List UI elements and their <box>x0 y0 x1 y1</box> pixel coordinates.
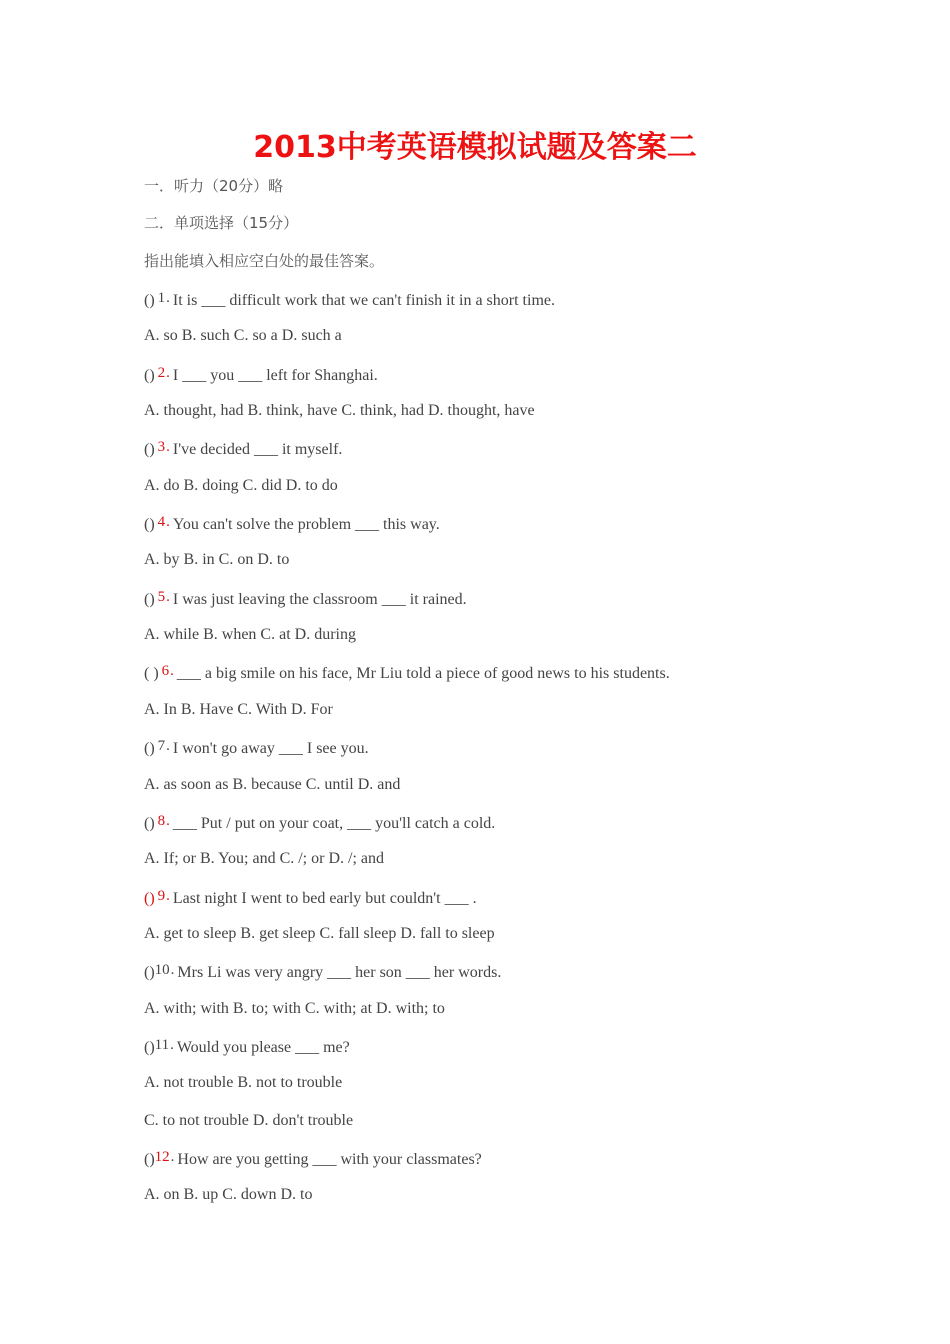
answer-blank: () <box>144 516 155 534</box>
question-11-options-ab: A. not trouble B. not to trouble <box>144 1074 343 1092</box>
answer-blank: () <box>144 814 155 832</box>
question-12-options: A. on B. up C. down D. to <box>144 1186 313 1204</box>
question-number: 1 <box>157 290 166 307</box>
answer-blank: () <box>144 366 155 384</box>
question-2-options: A. thought, had B. think, have C. think, had D. thought, have <box>144 402 535 420</box>
question-11 <box>144 1027 844 1064</box>
question-text: I've decided ___ it myself. <box>172 441 343 459</box>
question-5-options: A. while B. when C. at D. during <box>144 626 356 644</box>
question-text: I ___ you ___ left for Shanghai. <box>172 366 378 384</box>
question-dot: . <box>170 1148 175 1165</box>
question-2 <box>144 355 844 392</box>
question-dot: . <box>170 663 174 680</box>
question-dot: . <box>170 962 175 979</box>
question-5 <box>144 579 844 616</box>
question-number: 4 <box>157 514 166 531</box>
question-text: You can't solve the problem ___ this way. <box>172 516 440 534</box>
answer-blank: () <box>144 441 155 459</box>
question-8 <box>144 803 844 840</box>
question-9 <box>144 878 844 915</box>
question-dot: . <box>166 439 170 456</box>
document-body <box>144 168 844 1214</box>
question-6 <box>144 653 844 690</box>
question-dot: . <box>166 812 170 829</box>
question-number: 8 <box>157 812 166 829</box>
question-number: 9 <box>157 887 166 904</box>
question-dot: . <box>166 514 170 531</box>
question-dot: . <box>170 1036 174 1053</box>
question-6-options: A. In B. Have C. With D. For <box>144 700 333 718</box>
question-8-options: A. If; or B. You; and C. /; or D. /; and <box>144 850 384 868</box>
question-number: 11 <box>154 1036 170 1053</box>
question-text: It is ___ difficult work that we can't finish it in a short time. <box>172 292 555 310</box>
question-10 <box>144 952 844 989</box>
answer-blank: () <box>144 1150 155 1168</box>
question-7-options: A. as soon as B. because C. until D. and <box>144 775 401 793</box>
answer-blank: () <box>144 964 155 982</box>
question-text: I won't go away ___ I see you. <box>172 740 369 758</box>
answer-blank: () <box>144 292 155 310</box>
question-dot: . <box>166 887 170 904</box>
question-dot: . <box>166 290 170 307</box>
question-10-options: A. with; with B. to; with C. with; at D. with; to <box>144 999 445 1017</box>
answer-blank: () <box>144 740 155 758</box>
question-3 <box>144 429 844 466</box>
question-number: 5 <box>157 588 166 605</box>
question-12 <box>144 1139 844 1176</box>
section-single-choice: 二．单项选择（15分） <box>144 214 299 233</box>
answer-blank: ( ) <box>144 665 159 683</box>
answer-blank: () <box>144 889 155 907</box>
question-text: ___ a big smile on his face, Mr Liu told a piece of good news to his students. <box>176 665 670 683</box>
question-number: 10 <box>154 962 170 979</box>
question-1 <box>144 280 844 317</box>
question-dot: . <box>166 738 170 755</box>
question-number: 6 <box>161 663 170 680</box>
question-4 <box>144 504 844 541</box>
question-7 <box>144 728 844 765</box>
question-text: Mrs Li was very angry ___ her son ___ her words. <box>177 964 502 982</box>
question-text: ___ Put / put on your coat, ___ you'll catch a cold. <box>172 814 496 832</box>
question-text: Last night I went to bed early but couldn't ___ . <box>172 889 477 907</box>
question-text: I was just leaving the classroom ___ it rained. <box>172 590 467 608</box>
question-text: Would you please ___ me? <box>176 1038 350 1056</box>
question-11-options-cd: C. to not trouble D. don't trouble <box>144 1111 354 1129</box>
question-9-options: A. get to sleep B. get sleep C. fall sleep D. fall to sleep <box>144 924 495 942</box>
question-number: 3 <box>157 439 166 456</box>
question-text: How are you getting ___ with your classmates? <box>177 1150 482 1168</box>
question-number: 7 <box>157 738 166 755</box>
page-title: 2013中考英语模拟试题及答案二 <box>253 130 697 165</box>
question-3-options: A. do B. doing C. did D. to do <box>144 476 338 494</box>
section-listening: 一．听力（20分）略 <box>144 177 284 195</box>
answer-blank: () <box>144 590 155 608</box>
question-dot: . <box>166 364 170 381</box>
answer-blank: () <box>144 1038 155 1056</box>
question-1-options: A. so B. such C. so a D. such a <box>144 327 342 345</box>
question-number: 2 <box>157 364 166 381</box>
question-dot: . <box>166 588 170 605</box>
question-number: 12 <box>154 1148 170 1165</box>
question-4-options: A. by B. in C. on D. to <box>144 551 290 569</box>
section-instruction: 指出能填入相应空白处的最佳答案。 <box>144 251 385 270</box>
